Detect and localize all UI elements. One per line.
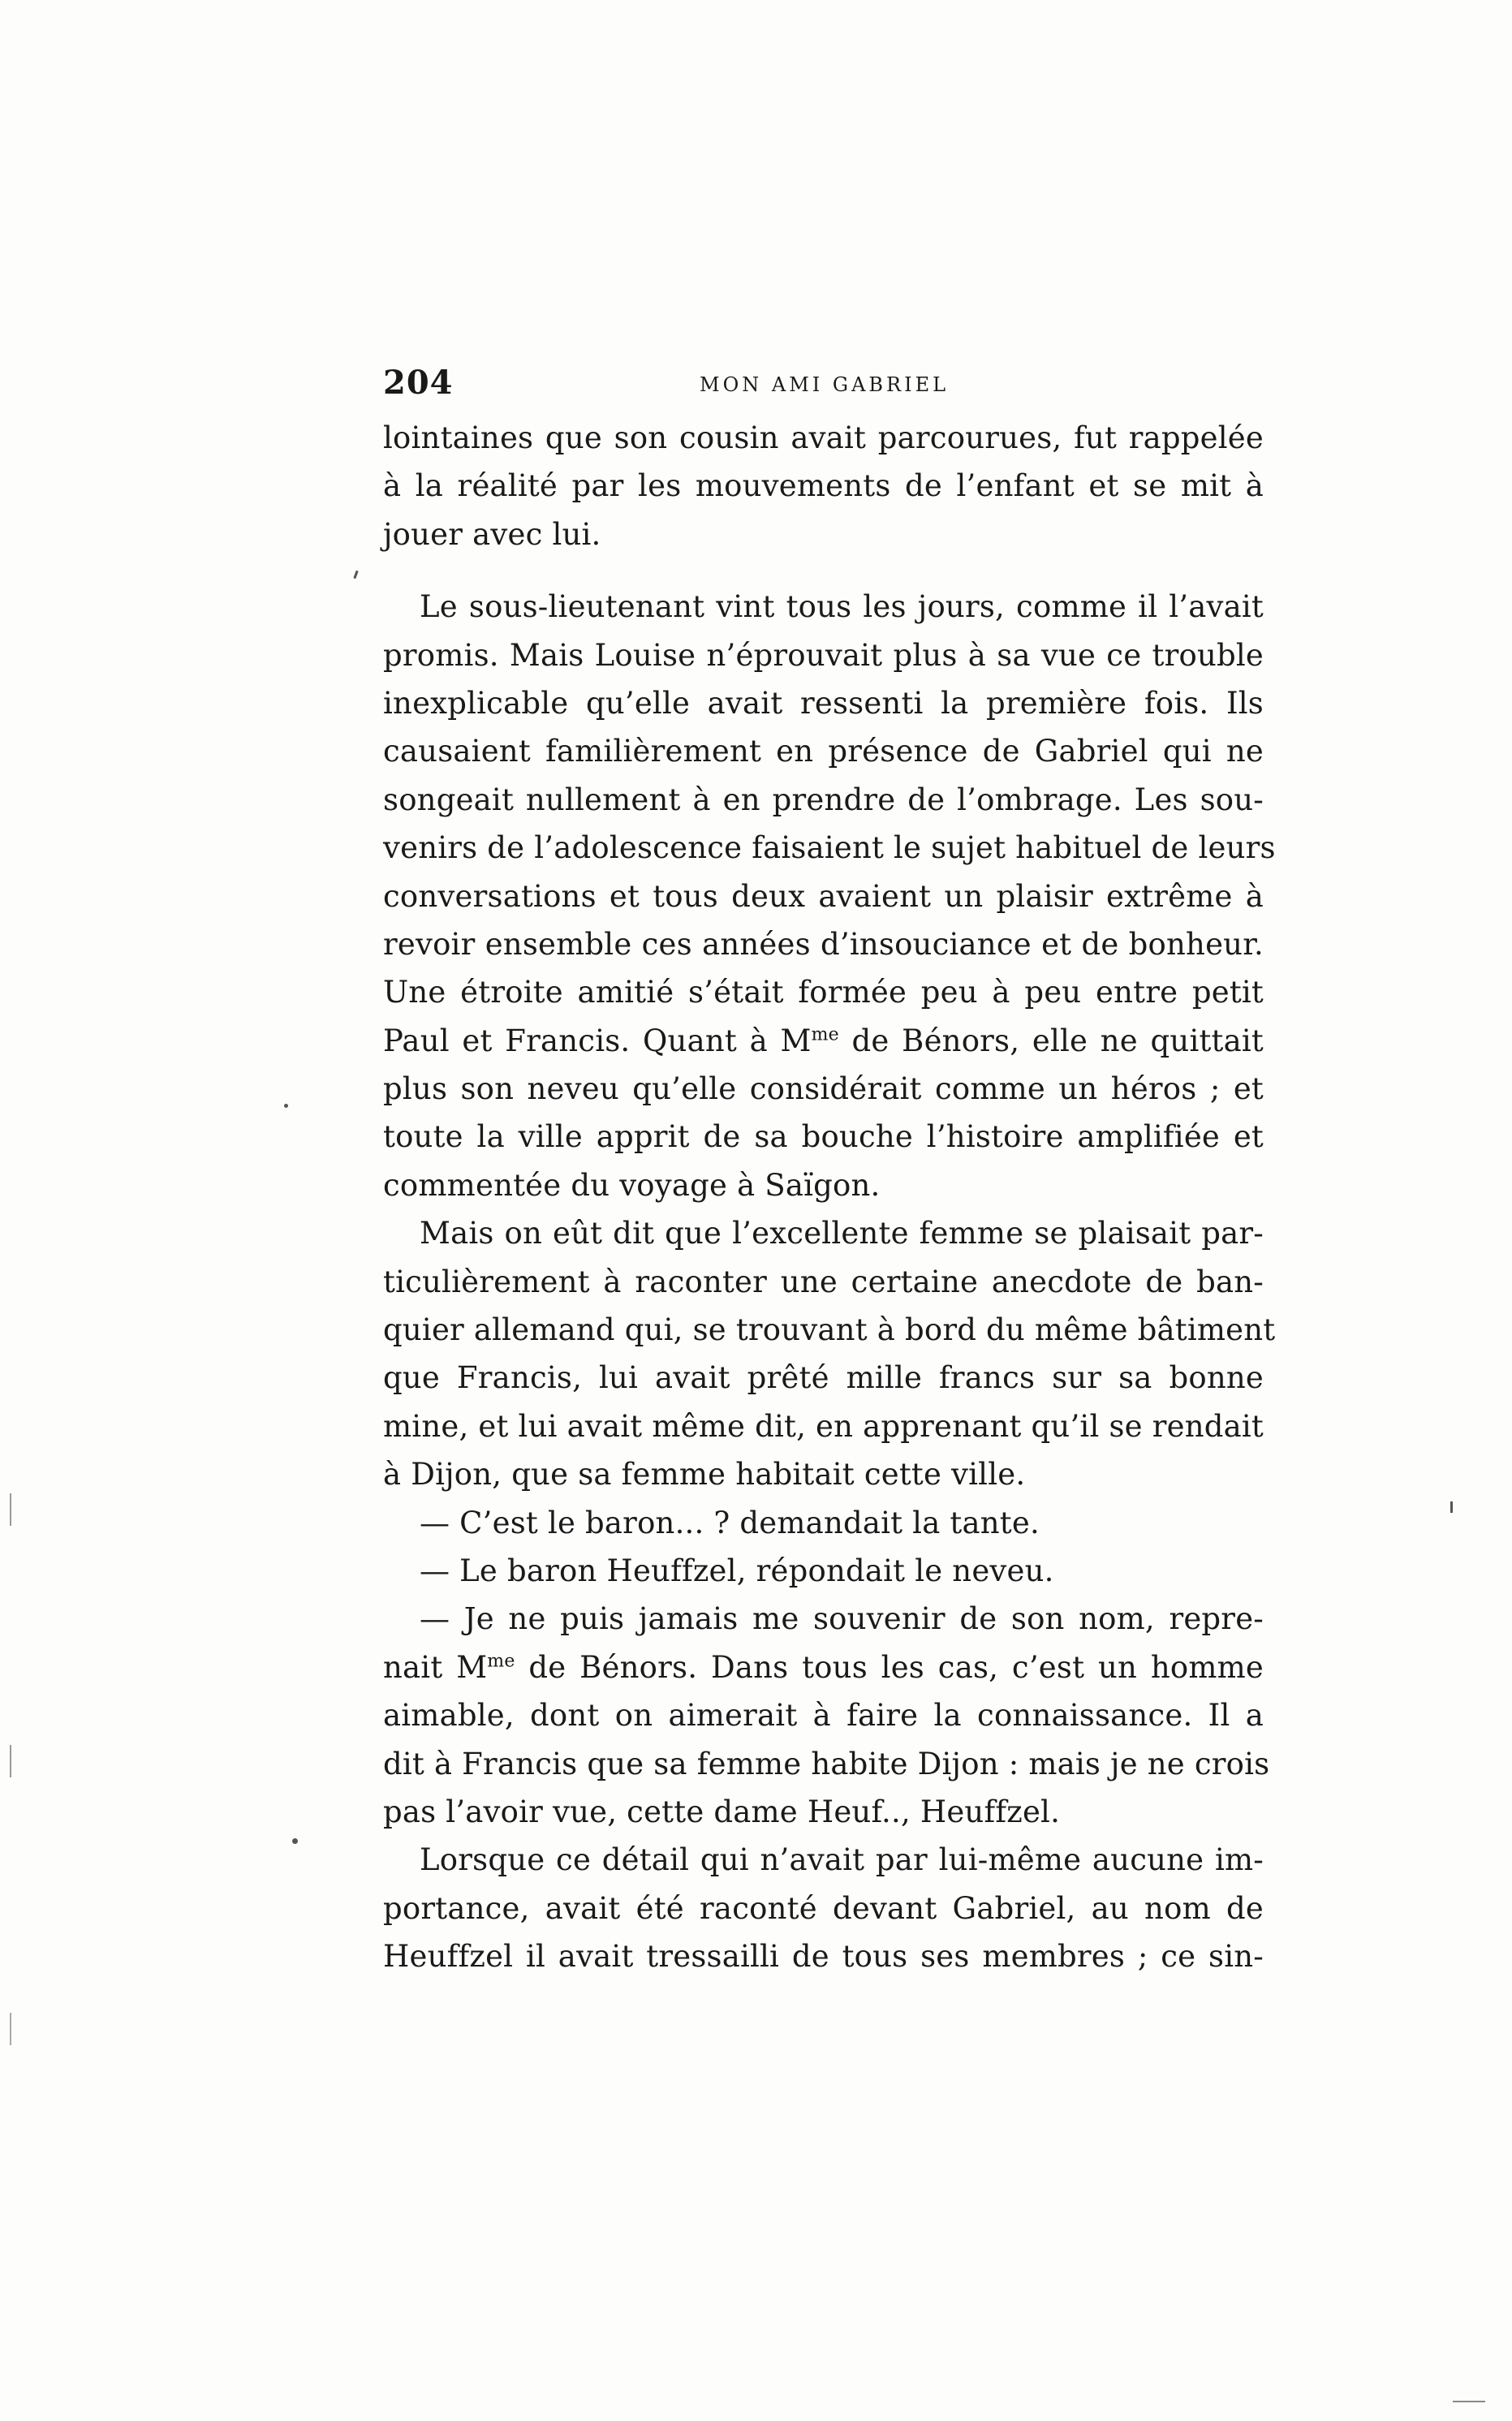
scan-speck: [10, 2013, 11, 2045]
scan-speck: [1453, 2401, 1485, 2402]
page-number: 204: [383, 364, 454, 402]
text-line: toute la ville apprit de sa bouche l’histoire amplifiée et: [383, 1119, 1264, 1155]
running-title: MON AMI GABRIEL: [700, 373, 950, 396]
scan-speck: [10, 1745, 11, 1777]
body-text: [383, 414, 1276, 1981]
text-line: Une étroite amitié s’était formée peu à peu entre petit: [383, 975, 1264, 1010]
text-line: promis. Mais Louise n’éprouvait plus à sa vue ce trouble: [383, 637, 1264, 673]
scan-speck: [292, 1838, 298, 1844]
text-fragment: de Bénors. Dans tous les cas, c’est un homme: [515, 1649, 1264, 1685]
scan-speck: [10, 1493, 11, 1526]
text-line: aimable, dont on aimerait à faire la connaissance. Il a: [383, 1698, 1264, 1734]
text-line: mine, et lui avait même dit, en apprenant qu’il se rendait: [383, 1408, 1264, 1444]
text-line: à Dijon, que sa femme habitait cette ville.: [383, 1457, 1026, 1493]
text-line-with-superscript: [383, 1643, 1264, 1691]
text-line: Le sous-lieutenant vint tous les jours, comme il l’avait: [420, 589, 1264, 625]
superscript-abbreviation: me: [487, 1651, 515, 1672]
text-line: causaient familièrement en présence de Gabriel qui ne: [383, 734, 1264, 769]
text-line: venirs de l’adolescence faisaient le sujet habituel de leurs: [383, 830, 1276, 866]
text-line: conversations et tous deux avaient un plaisir extrême à: [383, 878, 1264, 914]
text-line: Lorsque ce détail qui n’avait par lui-même aucune im-: [420, 1842, 1264, 1878]
text-line-with-superscript: [383, 1017, 1264, 1065]
text-fragment: nait M: [383, 1649, 488, 1685]
scan-speck: [1450, 1501, 1453, 1513]
scan-speck: [353, 571, 358, 579]
dialogue-line: — C’est le baron... ? demandait la tante.: [420, 1505, 1040, 1540]
text-line: revoir ensemble ces années d’insouciance et de bonheur.: [383, 926, 1264, 962]
dialogue-line: — Le baron Heuffzel, répondait le neveu.: [420, 1553, 1054, 1588]
text-line: Mais on eût dit que l’excellente femme se plaisait par-: [420, 1216, 1264, 1251]
text-line: à la réalité par les mouvements de l’enfant et se mit à: [383, 468, 1264, 504]
text-line: plus son neveu qu’elle considérait comme un héros ; et: [383, 1071, 1264, 1107]
text-line: songeait nullement à en prendre de l’ombrage. Les sou-: [383, 782, 1264, 817]
text-line: quier allemand qui, se trouvant à bord du même bâtiment: [383, 1312, 1276, 1348]
text-line: portance, avait été raconté devant Gabriel, au nom de: [383, 1890, 1264, 1926]
page-header: [383, 364, 1264, 404]
text-fragment: Paul et Francis. Quant à M: [383, 1023, 812, 1058]
text-line: dit à Francis que sa femme habite Dijon : mais je ne crois: [383, 1746, 1270, 1781]
text-line: que Francis, lui avait prêté mille francs sur sa bonne: [383, 1360, 1264, 1396]
text-line: jouer avec lui.: [383, 516, 601, 552]
text-fragment: de Bénors, elle ne quittait: [838, 1023, 1264, 1058]
text-line: pas l’avoir vue, cette dame Heuf.., Heuffzel.: [383, 1794, 1061, 1829]
text-line: commentée du voyage à Saïgon.: [383, 1167, 881, 1203]
text-line: lointaines que son cousin avait parcourues, fut rappelée: [383, 420, 1264, 455]
scan-speck: [284, 1104, 288, 1108]
superscript-abbreviation: me: [811, 1024, 839, 1045]
text-line: ticulièrement à raconter une certaine anecdote de ban-: [383, 1264, 1264, 1299]
text-line: inexplicable qu’elle avait ressenti la première fois. Ils: [383, 685, 1264, 721]
dialogue-line: — Je ne puis jamais me souvenir de son nom, repre-: [420, 1601, 1264, 1637]
text-line: Heuffzel il avait tressailli de tous ses membres ; ce sin-: [383, 1939, 1264, 1975]
